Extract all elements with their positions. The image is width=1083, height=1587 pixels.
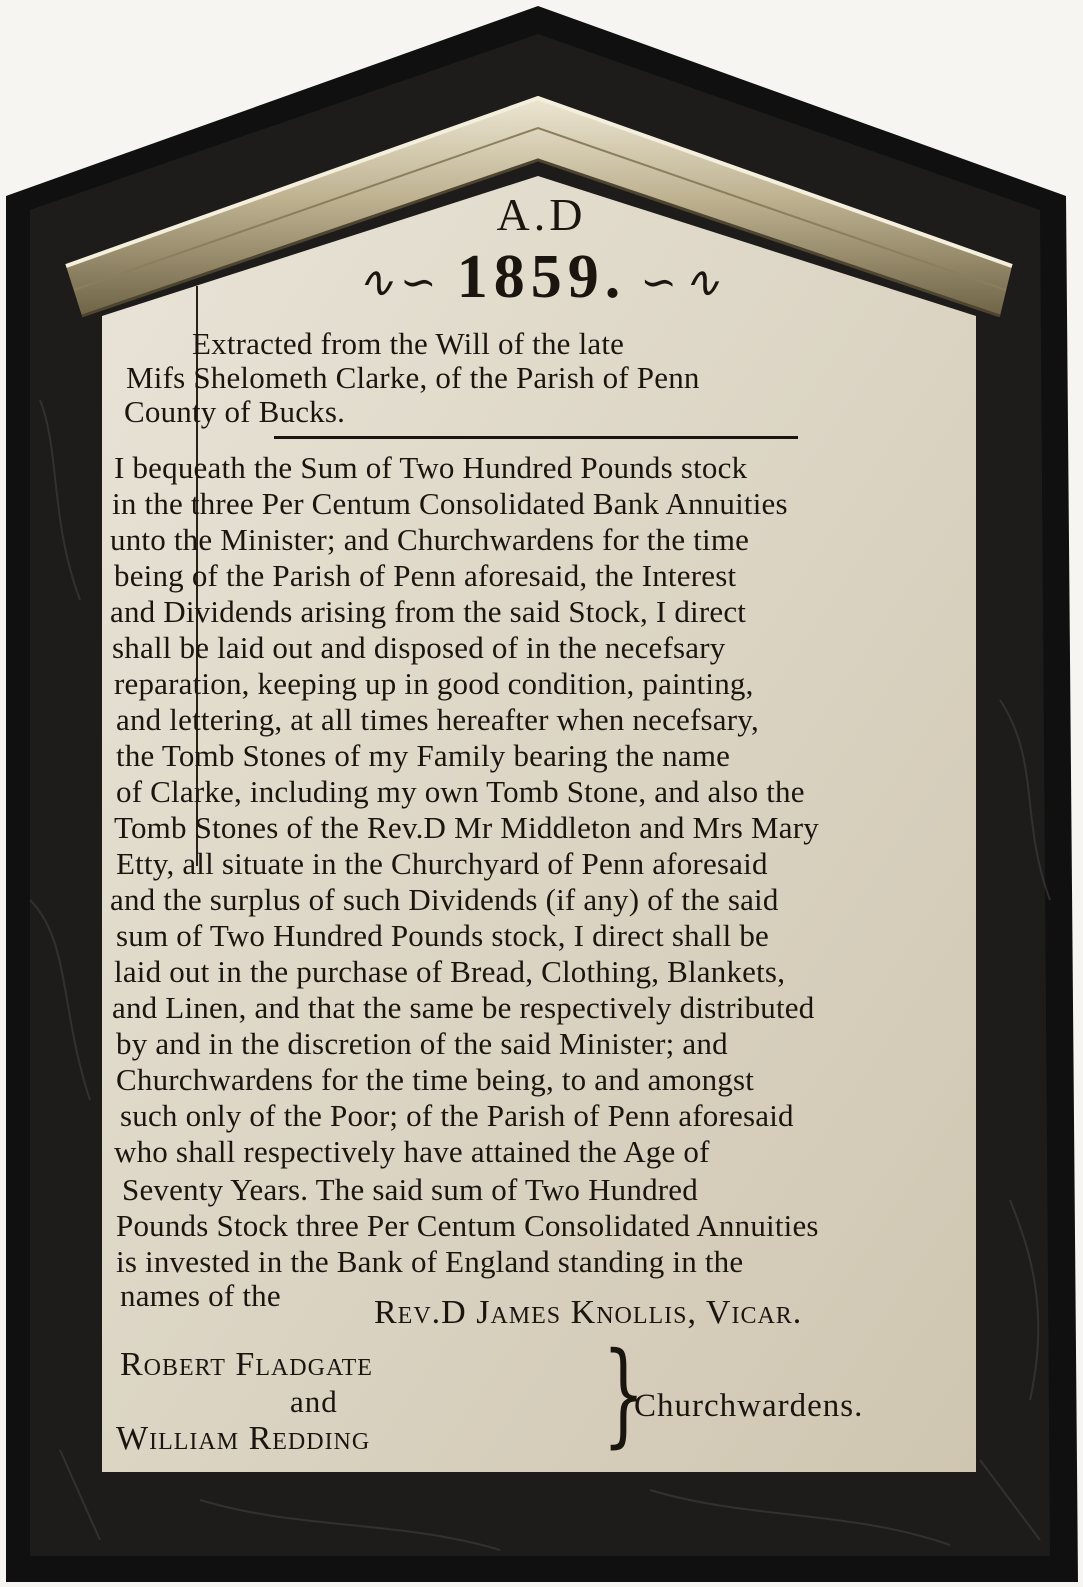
vicar-name: Rev.D James Knollis, Vicar. xyxy=(374,1294,803,1331)
body-line-20: who shall respectively have attained the Age of xyxy=(114,1134,710,1169)
body-line-22: Pounds Stock three Per Centum Consolidated Annuities xyxy=(116,1208,819,1243)
body-line-17: by and in the discretion of the said Minister; and xyxy=(116,1026,728,1061)
body-line-10: of Clarke, including my own Tomb Stone, and also the xyxy=(116,774,805,809)
divider-rule xyxy=(274,436,798,439)
body-line-23: is invested in the Bank of England standing in the xyxy=(116,1244,744,1279)
heading-line-3: County of Bucks. xyxy=(124,394,346,429)
body-line-16: and Linen, and that the same be respectively distributed xyxy=(112,990,815,1025)
churchwardens-title: Churchwardens. xyxy=(634,1388,864,1424)
left-flourish-icon: ∿∽ xyxy=(357,258,443,308)
brace-icon: } xyxy=(602,1329,646,1459)
body-line-6: shall be laid out and disposed of in the necefsary xyxy=(112,630,726,665)
body-line-15: laid out in the purchase of Bread, Clothing, Blankets, xyxy=(114,954,786,989)
body-line-19: such only of the Poor; of the Parish of Penn aforesaid xyxy=(120,1098,794,1133)
date-ad: A.D xyxy=(496,189,587,240)
churchwarden-2: William Redding xyxy=(116,1420,371,1457)
body-line-4: being of the Parish of Penn aforesaid, the Interest xyxy=(114,558,737,593)
body-line-18: Churchwardens for the time being, to and amongst xyxy=(116,1062,755,1097)
body-line-2: in the three Per Centum Consolidated Bank Annuities xyxy=(112,486,788,521)
heading-line-2: Mifs Shelometh Clarke, of the Parish of Penn xyxy=(126,360,700,395)
body-line-11: Tomb Stones of the Rev.D Mr Middleton and Mrs Mary xyxy=(114,810,819,845)
body-line-5: and Dividends arising from the said Stock, I direct xyxy=(110,594,747,629)
churchwarden-1: Robert Fladgate xyxy=(120,1346,373,1383)
body-line-13: and the surplus of such Dividends (if any) of the said xyxy=(110,882,779,917)
body-line-3: unto the Minister; and Churchwardens for the time xyxy=(110,522,750,557)
and-conjunction: and xyxy=(290,1384,338,1419)
body-line-9: the Tomb Stones of my Family bearing the name xyxy=(116,738,731,773)
inscription xyxy=(104,316,974,1476)
date-year: 1859. xyxy=(456,243,627,311)
date-heading xyxy=(0,0,1083,320)
heading-line-1: Extracted from the Will of the late xyxy=(192,326,625,361)
date-year-row xyxy=(0,242,1083,313)
body-line-1: I bequeath the Sum of Two Hundred Pounds stock xyxy=(114,450,748,485)
body-line-12: Etty, all situate in the Churchyard of Penn aforesaid xyxy=(116,846,768,881)
body-line-24: names of the xyxy=(120,1278,281,1313)
body-line-14: sum of Two Hundred Pounds stock, I direct shall be xyxy=(116,918,770,953)
right-flourish-icon: ∽∿ xyxy=(640,258,726,308)
body-line-21: Seventy Years. The said sum of Two Hundred xyxy=(122,1172,698,1207)
body-line-7: reparation, keeping up in good condition, painting, xyxy=(114,666,754,701)
body-line-8: and lettering, at all times hereafter when necefsary, xyxy=(116,702,759,737)
